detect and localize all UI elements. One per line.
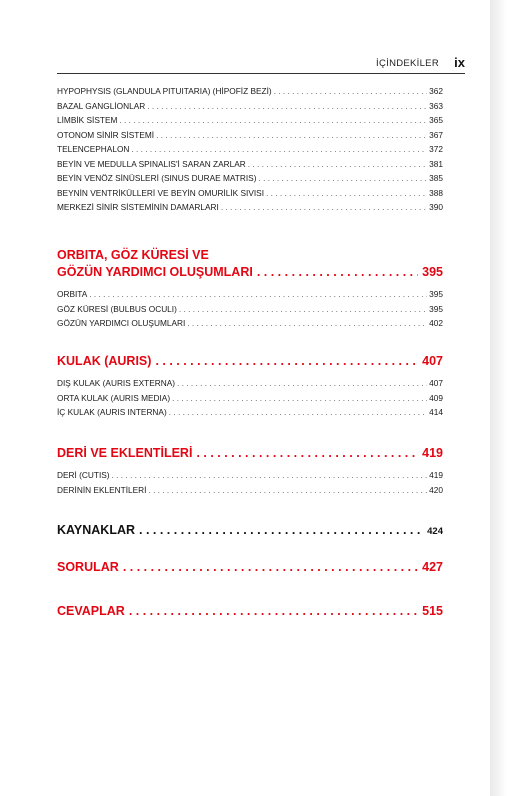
section-heading[interactable]: SORULAR . . . 427 [57, 559, 443, 576]
toc-entry[interactable]: TELENCEPHALON . . . 372 [57, 142, 443, 157]
toc-entry[interactable]: DERİ (CUTIS) . . . 419 [57, 468, 443, 483]
toc-section-deri [57, 445, 443, 497]
section-heading[interactable]: CEVAPLAR . . . 515 [57, 603, 443, 620]
header-page-number: ix [454, 55, 465, 70]
toc-section-cevaplar [57, 603, 443, 620]
toc-entry[interactable]: DIŞ KULAK (AURIS EXTERNA) . . . 407 [57, 376, 443, 391]
toc-entry[interactable]: DERİNİN EKLENTİLERİ . . . 420 [57, 483, 443, 498]
toc-entry[interactable]: BAZAL GANGLİONLAR . . . 363 [57, 99, 443, 114]
toc-entry[interactable]: ORBITA . . . 395 [57, 287, 443, 302]
toc-section-sorular [57, 559, 443, 576]
toc-entry[interactable]: ORTA KULAK (AURIS MEDIA) . . . 409 [57, 391, 443, 406]
toc-entry[interactable]: LİMBİK SİSTEM . . . 365 [57, 113, 443, 128]
toc-entry[interactable]: BEYİN VENÖZ SİNÜSLERİ (SINUS DURAE MATRIS) . . . 385 [57, 171, 443, 186]
toc-entry[interactable]: GÖZÜN YARDIMCI OLUŞUMLARI . . . 402 [57, 316, 443, 331]
toc-entry[interactable]: BEYİN VE MEDULLA SPINALIS'İ SARAN ZARLAR . . . 381 [57, 157, 443, 172]
running-header [57, 56, 465, 76]
toc-entry[interactable]: GÖZ KÜRESİ (BULBUS OCULI) . . . 395 [57, 302, 443, 317]
toc-section-orbita [57, 247, 443, 331]
section-heading[interactable]: KULAK (AURIS) . . . 407 [57, 353, 443, 370]
section-heading-line1[interactable]: ORBITA, GÖZ KÜRESİ VE [57, 248, 209, 262]
toc-group-neuro [57, 84, 443, 215]
section-heading[interactable]: DERİ VE EKLENTİLERİ . . . 419 [57, 445, 443, 462]
toc-entry[interactable]: İÇ KULAK (AURIS INTERNA) . . . 414 [57, 405, 443, 420]
toc-entry[interactable]: HYPOPHYSIS (GLANDULA PITUITARIA) (HİPOFİZ BEZİ) . . . 362 [57, 84, 443, 99]
toc-entry[interactable]: OTONOM SİNİR SİSTEMİ . . . 367 [57, 128, 443, 143]
section-heading[interactable]: GÖZÜN YARDIMCI OLUŞUMLARI . . . 395 [57, 264, 443, 281]
toc-entry[interactable]: BEYNİN VENTRİKÜLLERİ VE BEYİN OMURİLİK SIVISI . . . 388 [57, 186, 443, 201]
section-heading[interactable]: KAYNAKLAR . . . 424 [57, 522, 443, 539]
toc-section-kaynaklar [57, 522, 443, 539]
toc-section-kulak [57, 353, 443, 420]
page-edge-shadow [490, 0, 507, 796]
header-title: İÇİNDEKİLER [376, 58, 439, 69]
header-rule [57, 73, 465, 74]
toc-entry[interactable]: MERKEZİ SİNİR SİSTEMİNİN DAMARLARI . . . 390 [57, 200, 443, 215]
